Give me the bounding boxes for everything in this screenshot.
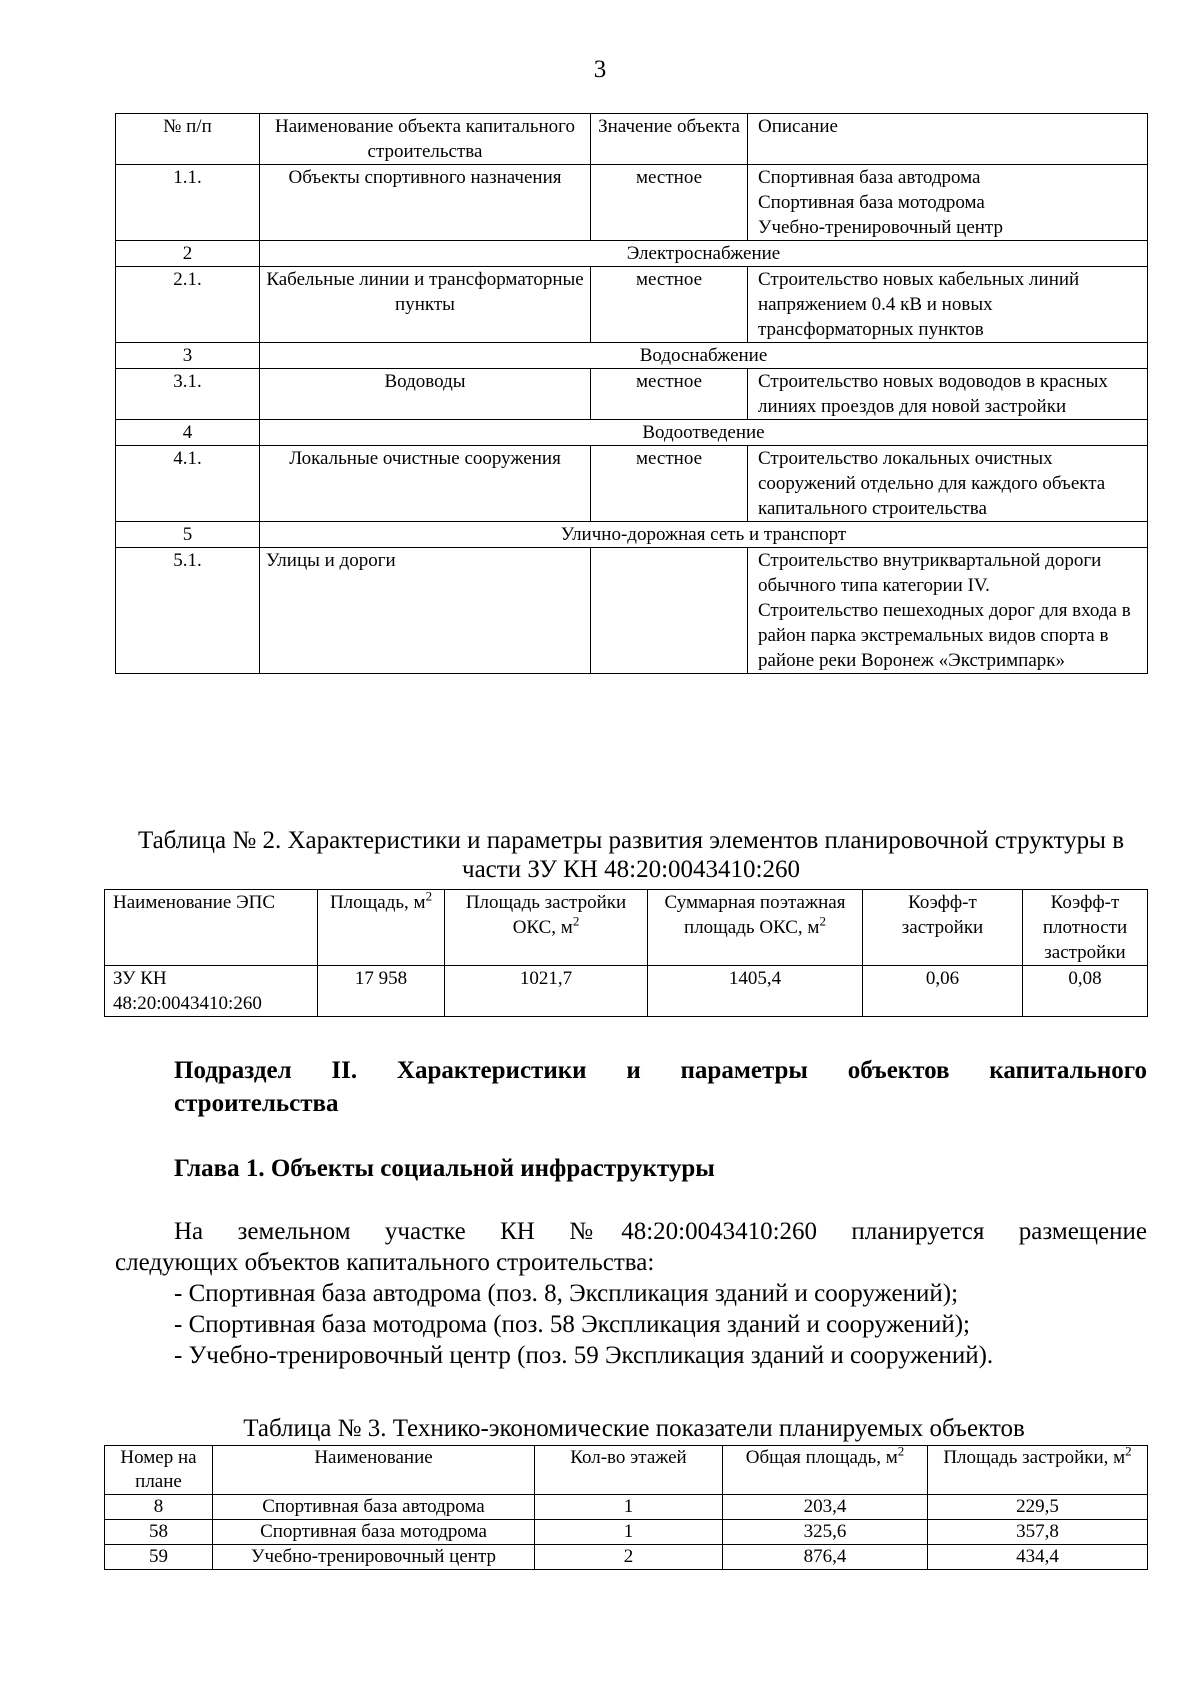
cell-description (748, 446, 1148, 522)
header-num: № п/п (116, 114, 260, 165)
description-line: Строительство пешеходных дорог для входа в район парка экстремальных видов спорта в районе реки Воронеж «Экстримпарк» (758, 600, 1131, 671)
section-title: Водоотведение (260, 420, 1148, 446)
cell-object-value: местное (591, 165, 748, 241)
header-value: Значение объекта (591, 114, 748, 165)
cell-name: Спортивная база мотодрома (213, 1520, 535, 1545)
cell-area: 17 958 (318, 966, 445, 1017)
table-row (116, 446, 1148, 522)
header-eps-name: Наименование ЭПС (105, 890, 318, 966)
cell-total-area: 203,4 (723, 1495, 928, 1520)
table-row (105, 1545, 1148, 1570)
description-line: Строительство локальных очистных сооружений отдельно для каждого объекта капитального строительства (758, 448, 1106, 519)
cell-num: 8 (105, 1495, 213, 1520)
tech-econ-table (104, 1445, 1148, 1570)
cell-name: Спортивная база автодрома (213, 1495, 535, 1520)
cell-num: 58 (105, 1520, 213, 1545)
cell-name: Учебно-тренировочный центр (213, 1545, 535, 1570)
table-row (116, 548, 1148, 674)
description-line: Строительство внутриквартальной дороги обычного типа категории IV. (758, 550, 1102, 596)
description-line: Спортивная база мотодрома (758, 192, 985, 213)
description-line: Спортивная база автодрома (758, 167, 981, 188)
cell-floors: 1 (535, 1495, 723, 1520)
planning-structure-table (104, 889, 1148, 1017)
header-floors: Кол-во этажей (535, 1446, 723, 1495)
header-plan-num: Номер на плане (105, 1446, 213, 1495)
table3-caption: Таблица № 3. Технико-экономические показатели планируемых объектов (243, 1415, 1025, 1442)
description-line: Строительство новых кабельных линий напряжением 0.4 кВ и новых трансформаторных пунктов (758, 269, 1080, 340)
description-line: Строительство новых водоводов в красных линиях проездов для новой застройки (758, 371, 1108, 417)
header-total-area: Общая площадь, $м^2$ (723, 1446, 928, 1495)
cell-num: 4.1. (116, 446, 260, 522)
cell-object-name: Улицы и дороги (260, 548, 591, 674)
cell-eps-name: ЗУ КН 48:20:0043410:260 (105, 966, 318, 1017)
cell-object-name: Кабельные линии и трансформаторные пункты (260, 267, 591, 343)
cell-coef-build: 0,06 (863, 966, 1023, 1017)
cell-object-name: Локальные очистные сооружения (260, 446, 591, 522)
section-title: Водоснабжение (260, 343, 1148, 369)
cell-coef-density: 0,08 (1023, 966, 1148, 1017)
table-row (116, 267, 1148, 343)
header-description: Описание (748, 114, 1148, 165)
cell-object-name: Объекты спортивного назначения (260, 165, 591, 241)
header-build-area: Площадь застройки ОКС, $м^2$ (445, 890, 648, 966)
table-row (116, 369, 1148, 420)
cell-object-value: местное (591, 446, 748, 522)
table-row (116, 165, 1148, 241)
page-number: 3 (593, 56, 607, 83)
header-coef-build: Коэфф-т застройки (863, 890, 1023, 966)
cell-description (748, 369, 1148, 420)
subsection-title: Подраздел II. Характеристики и параметры объектов капитального строительства (174, 1057, 1147, 1117)
cell-description (748, 165, 1148, 241)
cell-num: 4 (116, 420, 260, 446)
header-build-area: Площадь застройки, $м^2$ (928, 1446, 1148, 1495)
section-row (116, 241, 1148, 267)
tech-econ-table-body (105, 1495, 1148, 1570)
table-header-row (105, 890, 1148, 966)
header-name: Наименование объекта капитального строительства (260, 114, 591, 165)
cell-floor-area: 1405,4 (648, 966, 863, 1017)
cell-num: 2 (116, 241, 260, 267)
intro-paragraph: На земельном участке КН №48:20:0043410:260 планируется размещение следующих объектов капитального строительства: (115, 1218, 1147, 1276)
table-header-row (105, 1446, 1148, 1495)
cell-num: 3.1. (116, 369, 260, 420)
list-item: - Спортивная база мотодрома (поз. 58 Экспликация зданий и сооружений); (174, 1311, 970, 1338)
cell-object-value: местное (591, 369, 748, 420)
cell-num: 1.1. (116, 165, 260, 241)
objects-table-body (116, 165, 1148, 674)
header-floor-area: Суммарная поэтажная площадь ОКС, $м^2$ (648, 890, 863, 966)
cell-total-area: 325,6 (723, 1520, 928, 1545)
description-line: Учебно-тренировочный центр (758, 217, 1003, 238)
section-row (116, 343, 1148, 369)
objects-table (115, 113, 1148, 674)
cell-num: 5 (116, 522, 260, 548)
table2-caption: Таблица № 2. Характеристики и параметры развития элементов планировочной структуры в части ЗУ КН 48:20:0043410:260 (137, 827, 1125, 883)
cell-floors: 1 (535, 1520, 723, 1545)
cell-num: 3 (116, 343, 260, 369)
table-row (105, 1495, 1148, 1520)
table-header-row (116, 114, 1148, 165)
cell-total-area: 876,4 (723, 1545, 928, 1570)
chapter-title: Глава 1. Объекты социальной инфраструктуры (174, 1155, 715, 1182)
object-list (115, 1278, 1147, 1371)
table-row (105, 1520, 1148, 1545)
header-name: Наименование (213, 1446, 535, 1495)
list-item: - Учебно-тренировочный центр (поз. 59 Экспликация зданий и сооружений). (174, 1342, 994, 1369)
cell-floors: 2 (535, 1545, 723, 1570)
cell-description (748, 267, 1148, 343)
cell-description (748, 548, 1148, 674)
cell-num: 59 (105, 1545, 213, 1570)
cell-build-area: 1021,7 (445, 966, 648, 1017)
section-title: Электроснабжение (260, 241, 1148, 267)
cell-object-value: местное (591, 267, 748, 343)
header-area: Площадь, $м^2$ (318, 890, 445, 966)
cell-num: 2.1. (116, 267, 260, 343)
cell-object-value (591, 548, 748, 674)
cell-num: 5.1. (116, 548, 260, 674)
cell-object-name: Водоводы (260, 369, 591, 420)
list-item: - Спортивная база автодрома (поз. 8, Экспликация зданий и сооружений); (174, 1280, 959, 1307)
cell-build-area: 357,8 (928, 1520, 1148, 1545)
cell-build-area: 229,5 (928, 1495, 1148, 1520)
cell-build-area: 434,4 (928, 1545, 1148, 1570)
section-row (116, 522, 1148, 548)
header-coef-density: Коэфф-т плотности застройки (1023, 890, 1148, 966)
section-title: Улично-дорожная сеть и транспорт (260, 522, 1148, 548)
table-row (105, 966, 1148, 1017)
section-row (116, 420, 1148, 446)
